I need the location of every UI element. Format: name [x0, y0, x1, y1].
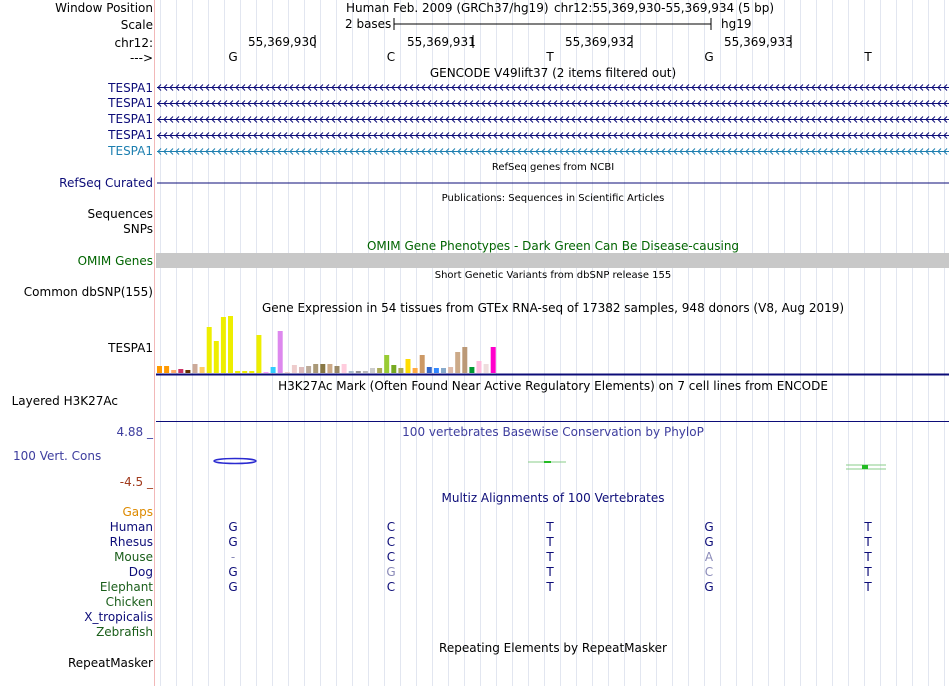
gtex-tissue-bar[interactable]: [285, 372, 290, 373]
gtex-tissue-bar[interactable]: [398, 368, 403, 373]
h3k27-track-title: H3K27Ac Mark (Often Found Near Active Regulatory Elements) on 7 cell lines from ENCODE: [278, 379, 828, 393]
coord-4: 55,369,933: [724, 35, 793, 49]
gene-label-tespa1[interactable]: TESPA1: [108, 144, 153, 158]
gtex-tissue-bar[interactable]: [335, 366, 340, 373]
scale-bar: [394, 18, 711, 30]
coord-1: 55,369,930: [248, 35, 317, 49]
gencode-track-title: GENCODE V49lift37 (2 items filtered out): [429, 66, 677, 80]
gtex-tissue-bar[interactable]: [193, 364, 198, 373]
gtex-tissue-bar[interactable]: [292, 365, 297, 373]
ref-base: G: [228, 50, 238, 64]
gene-label-tespa1[interactable]: TESPA1: [108, 81, 153, 95]
align-base: G: [228, 565, 238, 579]
species-chicken: Chicken: [105, 595, 153, 609]
gtex-tissue-bar[interactable]: [370, 368, 375, 373]
gene-model-tespa1[interactable]: [157, 117, 949, 123]
cons-min-label: -4.5 _: [119, 475, 153, 489]
cons-track-label[interactable]: 100 Vert. Cons: [13, 449, 102, 463]
multiz-track-title: Multiz Alignments of 100 Vertebrates: [441, 491, 665, 505]
dbsnp-track-title: Short Genetic Variants from dbSNP release 155: [434, 270, 672, 281]
align-base: C: [386, 580, 396, 594]
align-base: T: [546, 565, 554, 579]
gtex-tissue-bar[interactable]: [320, 364, 325, 373]
species-zebrafish: Zebrafish: [96, 625, 153, 639]
gtex-tissue-bar[interactable]: [185, 370, 190, 373]
gtex-tissue-bar[interactable]: [171, 370, 176, 373]
scale-bases: 2 bases: [345, 17, 392, 31]
gtex-tissue-bar[interactable]: [413, 368, 418, 373]
gtex-tissue-bar[interactable]: [427, 367, 432, 373]
snps-label[interactable]: SNPs: [123, 222, 153, 236]
align-base: C: [386, 535, 396, 549]
align-base: T: [546, 520, 554, 534]
cons-mark: [214, 459, 256, 464]
ref-base: C: [386, 50, 396, 64]
window-position-label: Window Position: [55, 1, 153, 15]
species-human: Human: [109, 520, 153, 534]
sequences-label[interactable]: Sequences: [87, 207, 153, 221]
position-readout: chr12:55,369,930-55,369,934 (5 bp): [554, 1, 775, 15]
gene-model-tespa1[interactable]: [157, 133, 949, 139]
repeat-track-title: Repeating Elements by RepeatMasker: [439, 641, 667, 655]
gtex-tissue-bar[interactable]: [491, 347, 496, 373]
align-base: T: [864, 520, 872, 534]
gtex-tissue-bar[interactable]: [249, 371, 254, 373]
align-base: G: [704, 580, 714, 594]
refseq-label[interactable]: RefSeq Curated: [59, 176, 153, 190]
gtex-tissue-bar[interactable]: [256, 335, 261, 373]
gtex-tissue-bar[interactable]: [377, 368, 382, 373]
scale-db: hg19: [721, 17, 752, 31]
species-mouse: Mouse: [114, 550, 153, 564]
gtex-tissue-bar[interactable]: [306, 366, 311, 373]
chr-label: chr12:: [114, 36, 153, 50]
align-base: T: [864, 565, 872, 579]
gaps-label: Gaps: [122, 505, 153, 519]
gene-label-tespa1[interactable]: TESPA1: [108, 128, 153, 142]
gtex-track-title: Gene Expression in 54 tissues from GTEx RNA-seq of 17382 samples, 948 donors (V8, Aug 2019): [261, 301, 845, 315]
gtex-tissue-bar[interactable]: [313, 364, 318, 373]
repeatmasker-label[interactable]: RepeatMasker: [67, 656, 153, 670]
gtex-tissue-bar[interactable]: [391, 365, 396, 373]
gtex-tissue-bar[interactable]: [384, 355, 389, 373]
align-gap: -: [230, 550, 236, 564]
gtex-tissue-bar[interactable]: [349, 371, 354, 373]
ref-base: T: [546, 50, 554, 64]
cons-mark: [862, 465, 868, 469]
gtex-tissue-bar[interactable]: [278, 331, 283, 373]
align-mismatch: G: [386, 565, 396, 579]
gtex-tissue-bar[interactable]: [420, 355, 425, 373]
gtex-tissue-bar[interactable]: [299, 367, 304, 373]
h3k27-label[interactable]: Layered H3K27Ac: [11, 394, 118, 408]
gtex-tissue-bar[interactable]: [327, 364, 332, 373]
align-base: C: [386, 520, 396, 534]
strand-label: --->: [129, 51, 153, 65]
align-base: T: [546, 535, 554, 549]
align-base: G: [228, 535, 238, 549]
gtex-tissue-bar[interactable]: [264, 372, 269, 373]
omim-gene-bar[interactable]: [156, 253, 949, 268]
species-elephant: Elephant: [99, 580, 153, 594]
gtex-tissue-bar[interactable]: [406, 359, 411, 373]
gtex-tissue-bar[interactable]: [434, 368, 439, 373]
gtex-tissue-bar[interactable]: [178, 369, 183, 373]
gene-label-tespa1[interactable]: TESPA1: [108, 112, 153, 126]
cons-track-title: 100 vertebrates Basewise Conservation by PhyloP: [402, 425, 704, 439]
gene-label-tespa1[interactable]: TESPA1: [108, 96, 153, 110]
gtex-tissue-bar[interactable]: [207, 327, 212, 373]
refseq-track-title: RefSeq genes from NCBI: [491, 162, 615, 173]
gtex-tissue-bar[interactable]: [242, 371, 247, 373]
species-x-tropicalis: X_tropicalis: [84, 610, 153, 624]
gtex-tissue-bar[interactable]: [455, 352, 460, 373]
gene-model-tespa1[interactable]: [157, 149, 949, 155]
ref-base: T: [864, 50, 872, 64]
dbsnp-label[interactable]: Common dbSNP(155): [23, 285, 153, 299]
align-base: G: [228, 520, 238, 534]
gtex-tissue-bar[interactable]: [477, 361, 482, 373]
align-base: C: [386, 550, 396, 564]
species-rhesus: Rhesus: [109, 535, 153, 549]
align-base: T: [546, 550, 554, 564]
omim-track-title: OMIM Gene Phenotypes - Dark Green Can Be Disease-causing: [366, 239, 740, 253]
align-mismatch: C: [704, 565, 714, 579]
gtex-tissue-bar[interactable]: [228, 316, 233, 373]
coord-3: 55,369,932: [565, 35, 634, 49]
gtex-tissue-bar[interactable]: [235, 371, 240, 373]
gtex-tissue-bar[interactable]: [214, 341, 219, 373]
gtex-tissue-bar[interactable]: [462, 347, 467, 373]
align-base: G: [704, 520, 714, 534]
assembly-title: Human Feb. 2009 (GRCh37/hg19): [346, 1, 549, 15]
gene-model-tespa1[interactable]: [157, 101, 949, 107]
gtex-tissue-bar[interactable]: [200, 367, 205, 373]
gtex-tissue-bar[interactable]: [448, 367, 453, 373]
cons-max-label: 4.88 _: [116, 425, 153, 439]
species-dog: Dog: [128, 565, 153, 579]
align-base: T: [864, 535, 872, 549]
align-base: G: [228, 580, 238, 594]
gtex-tissue-bar[interactable]: [157, 366, 162, 373]
align-base: T: [546, 580, 554, 594]
gtex-tissue-bar[interactable]: [441, 368, 446, 373]
align-base: T: [864, 550, 872, 564]
coord-2: 55,369,931: [407, 35, 476, 49]
align-base: G: [704, 535, 714, 549]
scale-label: Scale: [120, 18, 153, 32]
gtex-gene-label[interactable]: TESPA1: [108, 341, 153, 355]
gtex-tissue-bar[interactable]: [271, 367, 276, 373]
gtex-tissue-bar[interactable]: [164, 366, 169, 373]
omim-label[interactable]: OMIM Genes: [77, 254, 153, 268]
publications-track-title: Publications: Sequences in Scientific Articles: [441, 193, 665, 204]
gtex-tissue-bar[interactable]: [221, 317, 226, 373]
gtex-tissue-bar[interactable]: [484, 364, 489, 373]
align-mismatch: A: [704, 550, 714, 564]
align-base: T: [864, 580, 872, 594]
ref-base: G: [704, 50, 714, 64]
gtex-tissue-bar[interactable]: [469, 367, 474, 373]
cons-mark: [544, 461, 551, 463]
gene-model-tespa1[interactable]: [157, 85, 949, 91]
gtex-tissue-bar[interactable]: [342, 364, 347, 373]
gtex-tissue-bar[interactable]: [356, 371, 361, 373]
gtex-tissue-bar[interactable]: [363, 371, 368, 373]
